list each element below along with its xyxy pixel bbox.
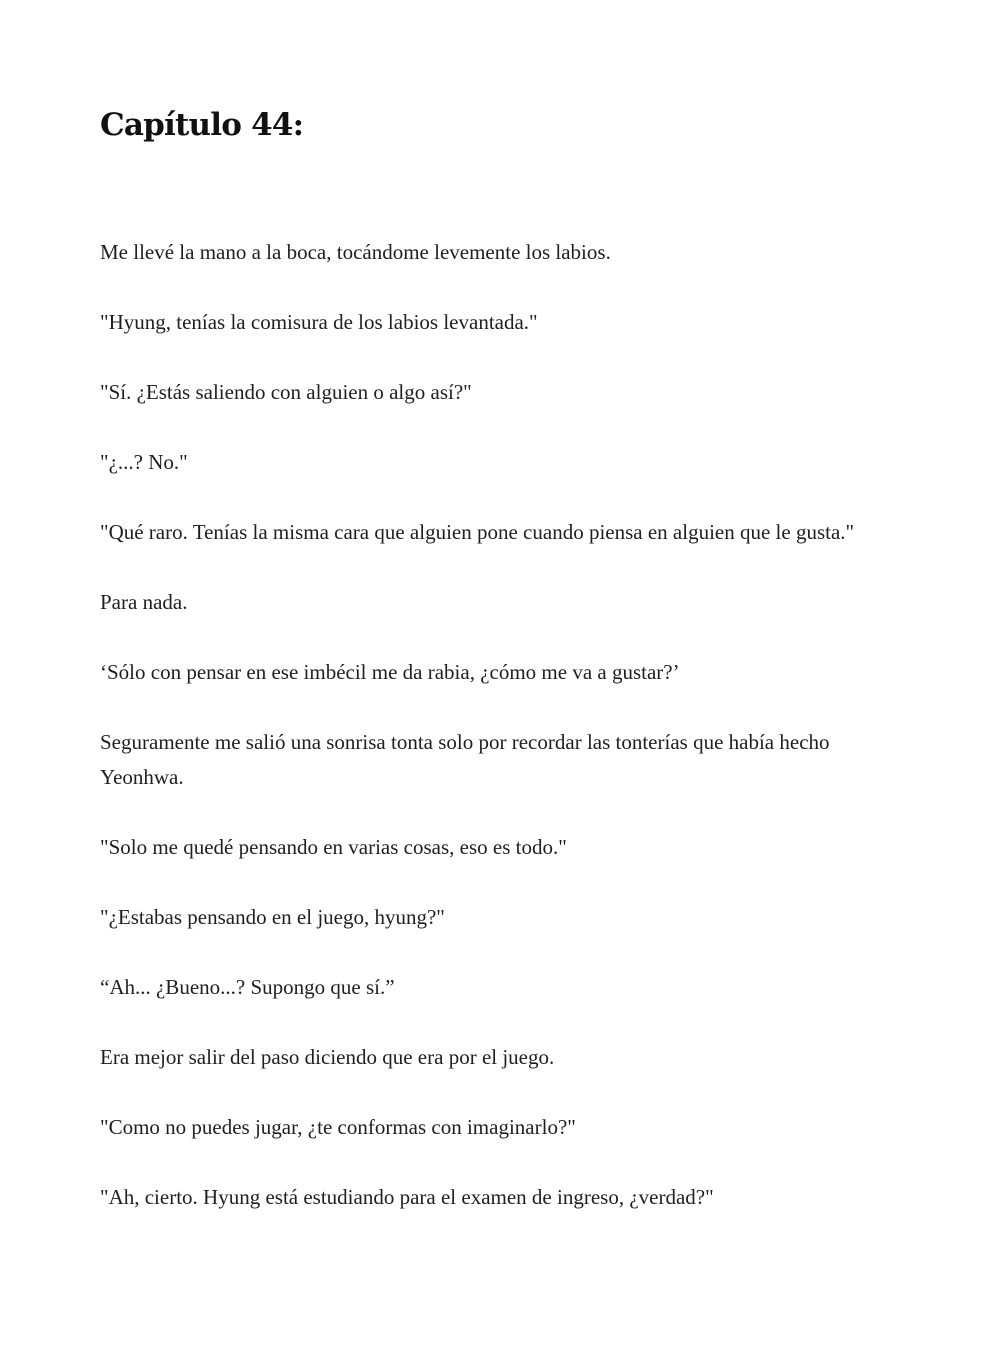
paragraph: "¿...? No." — [100, 450, 188, 474]
paragraph: "Qué raro. Tenías la misma cara que alguien pone cuando piensa en alguien que le gusta." — [100, 520, 855, 544]
paragraph: Para nada. — [100, 590, 188, 614]
paragraph: "Sí. ¿Estás saliendo con alguien o algo así?" — [100, 380, 472, 404]
document-page — [100, 0, 890, 1250]
paragraph: "Como no puedes jugar, ¿te conformas con imaginarlo?" — [100, 1115, 576, 1139]
paragraph: "¿Estabas pensando en el juego, hyung?" — [100, 905, 445, 929]
chapter-body — [100, 235, 890, 1215]
paragraph: "Ah, cierto. Hyung está estudiando para el examen de ingreso, ¿verdad?" — [100, 1185, 714, 1209]
paragraph: Era mejor salir del paso diciendo que era por el juego. — [100, 1045, 555, 1069]
paragraph: “Ah... ¿Bueno...? Supongo que sí.” — [100, 975, 395, 999]
paragraph: Me llevé la mano a la boca, tocándome levemente los labios. — [100, 240, 611, 264]
paragraph: "Hyung, tenías la comisura de los labios levantada." — [100, 310, 538, 334]
paragraph: Seguramente me salió una sonrisa tonta solo por recordar las tonterías que había hecho Yeonhwa. — [100, 730, 830, 789]
paragraph: ‘Sólo con pensar en ese imbécil me da rabia, ¿cómo me va a gustar?’ — [100, 660, 680, 684]
chapter-title: Capítulo 44: — [100, 107, 304, 143]
paragraph: "Solo me quedé pensando en varias cosas, eso es todo." — [100, 835, 567, 859]
